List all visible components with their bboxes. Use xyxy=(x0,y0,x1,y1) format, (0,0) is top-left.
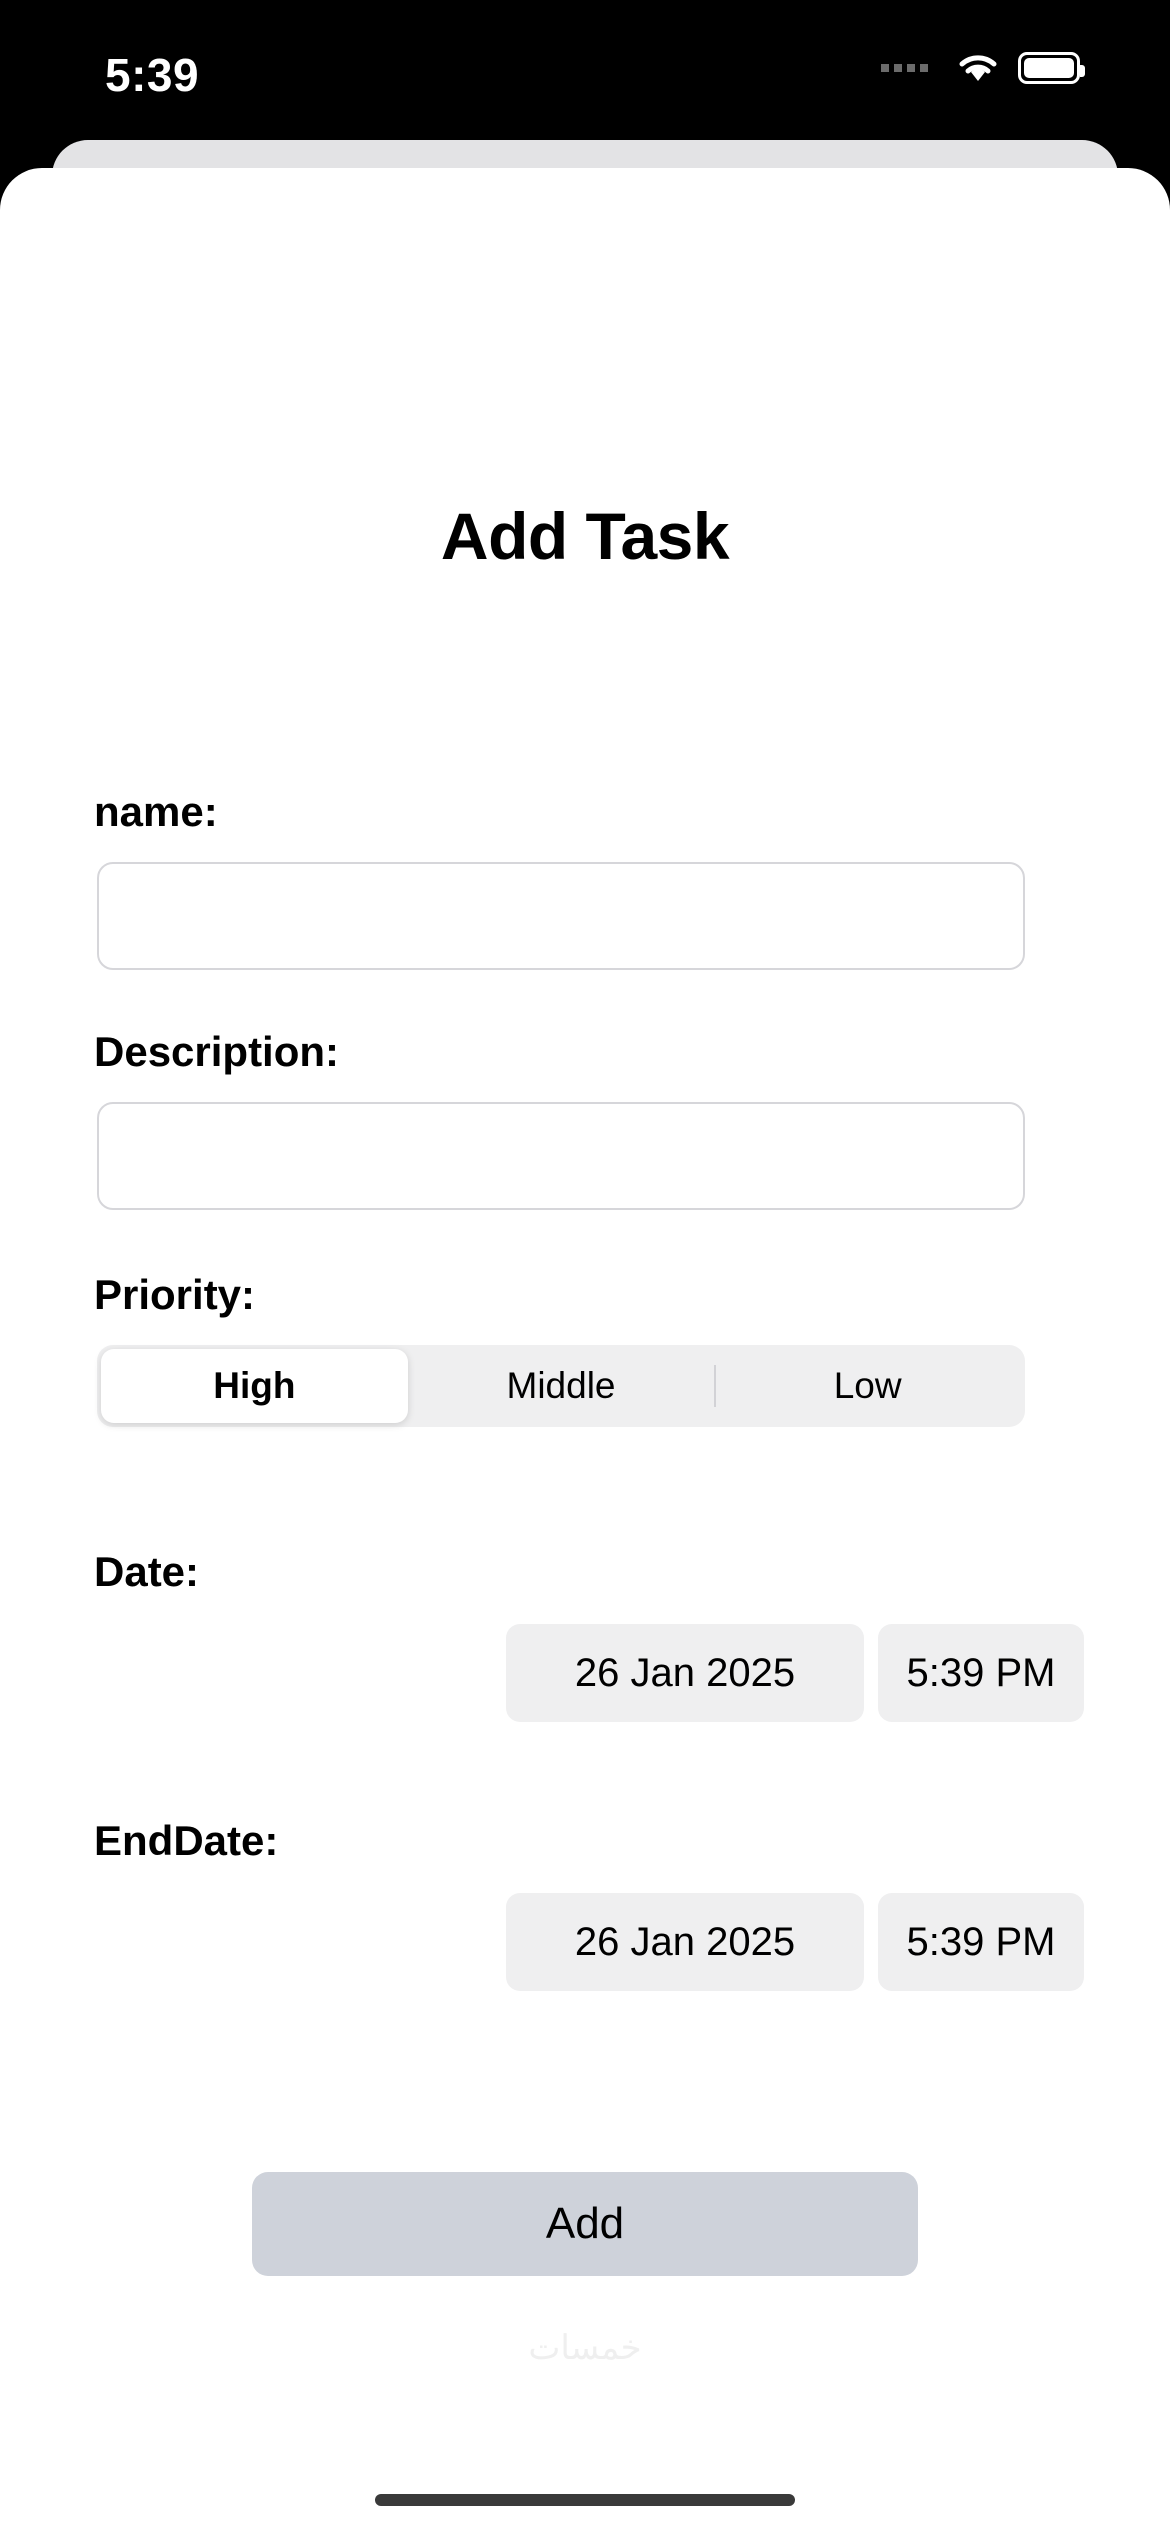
description-label: Description: xyxy=(94,1028,340,1075)
name-input[interactable] xyxy=(97,862,1025,970)
status-time: 5:39 xyxy=(105,49,200,101)
home-indicator[interactable] xyxy=(375,2494,795,2506)
battery-fill xyxy=(1024,58,1074,78)
date-field-group xyxy=(0,1548,1170,1722)
page-title: Add Task xyxy=(440,499,730,573)
description-input[interactable] xyxy=(97,1102,1025,1210)
priority-field-group xyxy=(0,1271,1170,1427)
end-date-label: EndDate: xyxy=(94,1817,279,1864)
end-date-picker-row xyxy=(0,1893,1170,1991)
date-label: Date: xyxy=(94,1548,200,1595)
segment-middle[interactable]: Middle xyxy=(506,1365,616,1406)
segment-high[interactable]: High xyxy=(101,1349,408,1423)
signal-dots-icon xyxy=(881,64,928,72)
wifi-icon xyxy=(954,50,1002,86)
end-time-value-button[interactable]: 5:39 PM xyxy=(878,1893,1084,1991)
priority-label: Priority: xyxy=(94,1271,256,1318)
add-task-sheet xyxy=(0,168,1170,2532)
end-date-value-button[interactable]: 26 Jan 2025 xyxy=(506,1893,864,1991)
date-value-button[interactable]: 26 Jan 2025 xyxy=(506,1624,864,1722)
name-label: name: xyxy=(94,788,218,835)
status-bar xyxy=(0,0,1170,140)
priority-segmented-control[interactable] xyxy=(97,1345,1025,1427)
segment-low[interactable]: Low xyxy=(833,1365,902,1406)
time-value-button[interactable]: 5:39 PM xyxy=(878,1624,1084,1722)
name-field-group xyxy=(0,788,1170,970)
watermark-text: خمسات xyxy=(528,2329,642,2367)
end-date-field-group xyxy=(0,1817,1170,1991)
description-field-group xyxy=(0,1028,1170,1210)
add-button[interactable]: Add xyxy=(252,2172,918,2276)
battery-icon xyxy=(1018,52,1080,84)
status-indicators xyxy=(881,50,1080,86)
date-picker-row xyxy=(0,1624,1170,1722)
